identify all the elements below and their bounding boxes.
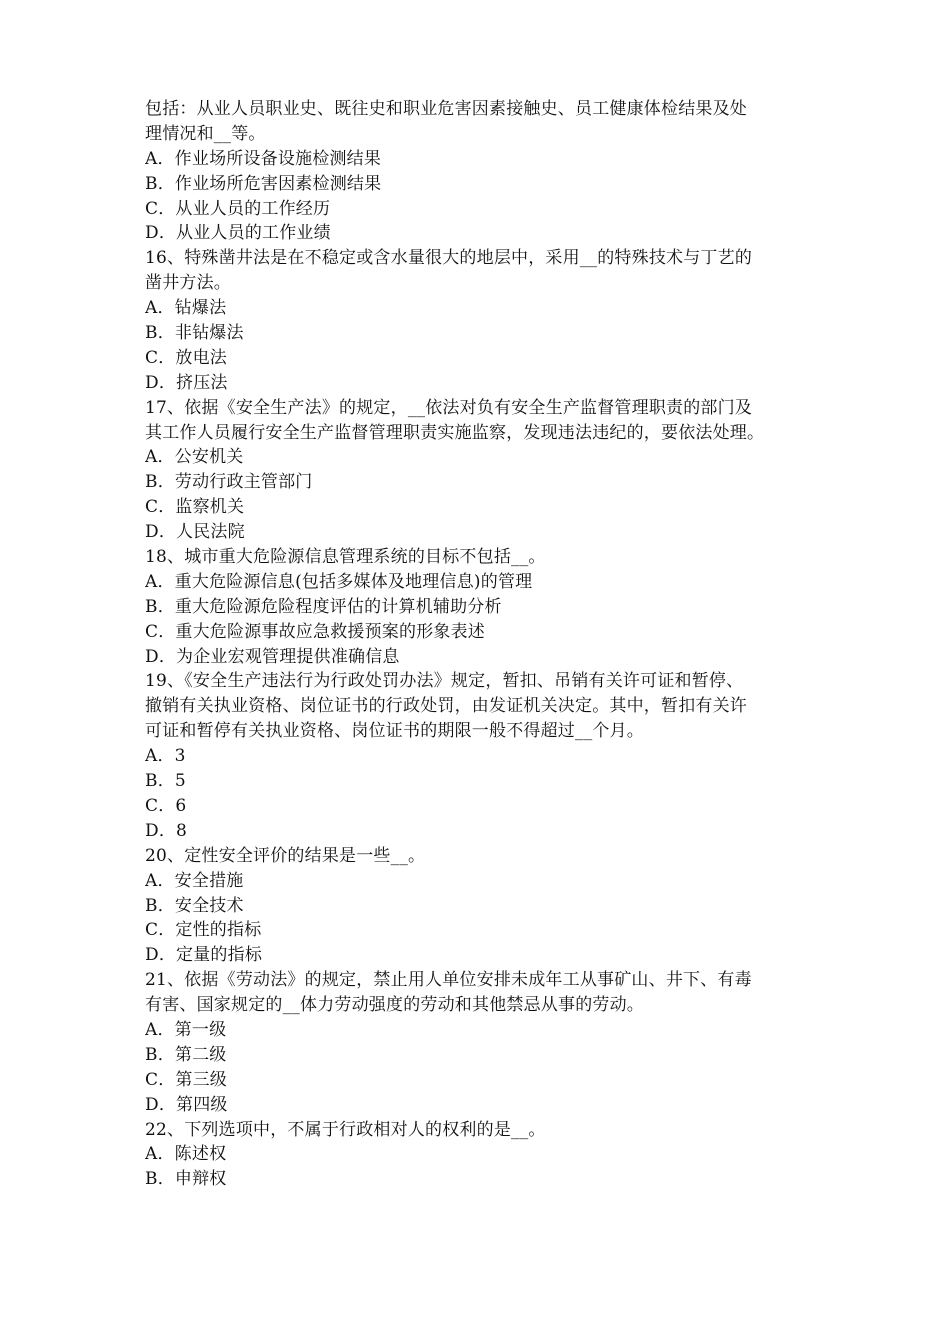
option-d: D．从业人员的工作业绩 xyxy=(145,223,331,244)
option-b: B．安全技术 xyxy=(145,895,244,916)
question-17: 17、依据《安全生产法》的规定，__依法对负有安全生产监督管理职责的部门及 xyxy=(145,397,753,418)
option-b: B．5 xyxy=(145,771,186,792)
option-c: C．从业人员的工作经历 xyxy=(145,198,331,219)
question-16: 16、特殊凿井法是在不稳定或含水量很大的地层中，采用__的特殊技术与丁艺的 xyxy=(145,248,753,269)
option-d: D．第四级 xyxy=(145,1094,228,1115)
option-a: A．公安机关 xyxy=(145,447,244,468)
question-21: 21、依据《劳动法》的规定，禁止用人单位安排未成年工从事矿山、井下、有毒 xyxy=(145,970,752,991)
option-a: A．钻爆法 xyxy=(145,298,227,319)
question-18: 18、城市重大危险源信息管理系统的目标不包括__。 xyxy=(145,547,546,568)
option-c: C．6 xyxy=(145,795,187,816)
option-a: A．3 xyxy=(145,746,186,767)
option-b: B．非钻爆法 xyxy=(145,323,244,344)
option-d: D．人民法院 xyxy=(145,522,245,543)
option-c: C．第三级 xyxy=(145,1069,228,1090)
text-line: 包括：从业人员职业史、既往史和职业危害因素接触史、员工健康体检结果及处 xyxy=(145,99,747,119)
option-c: C．放电法 xyxy=(145,347,228,368)
question-17-cont: 其工作人员履行安全生产监督管理职责实施监察，发现违法违纪的，要依法处理。 xyxy=(145,422,765,443)
option-c: C．重大危险源事故应急救援预案的形象表述 xyxy=(145,621,486,642)
question-20: 20、定性安全评价的结果是一些__。 xyxy=(145,845,426,866)
text-line: 理情况和__等。 xyxy=(145,123,266,144)
option-b: B．第二级 xyxy=(145,1044,227,1065)
option-b: B．申辩权 xyxy=(145,1169,227,1190)
option-a: A．安全措施 xyxy=(145,870,244,891)
question-19: 19、《安全生产违法行为行政处罚办法》规定，暂扣、吊销有关许可证和暂停、 xyxy=(145,671,744,692)
option-b: B．重大危险源危险程度评估的计算机辅助分析 xyxy=(145,596,502,617)
question-19-cont: 撤销有关执业资格、岗位证书的行政处罚，由发证机关决定。其中，暂扣有关许 xyxy=(145,696,747,717)
option-c: C．定性的指标 xyxy=(145,920,262,941)
question-19-cont: 可证和暂停有关执业资格、岗位证书的期限一般不得超过__个月。 xyxy=(145,721,644,742)
question-21-cont: 有害、国家规定的__体力劳动强度的劳动和其他禁忌从事的劳动。 xyxy=(145,995,644,1016)
option-d: D．定量的指标 xyxy=(145,945,263,966)
option-a: A．重大危险源信息(包括多媒体及地理信息)的管理 xyxy=(145,571,533,592)
option-a: A．第一级 xyxy=(145,1019,227,1040)
document-body xyxy=(145,97,820,1192)
option-d: D．挤压法 xyxy=(145,372,228,393)
question-22: 22、下列选项中，不属于行政相对人的权利的是__。 xyxy=(145,1119,546,1140)
question-16-cont: 凿井方法。 xyxy=(145,273,231,294)
option-b: B．劳动行政主管部门 xyxy=(145,472,313,493)
option-d: D．为企业宏观管理提供准确信息 xyxy=(145,646,400,667)
option-d: D．8 xyxy=(145,820,188,841)
option-a: A．陈述权 xyxy=(145,1144,227,1165)
option-a: A．作业场所设备设施检测结果 xyxy=(145,148,382,169)
option-b: B．作业场所危害因素检测结果 xyxy=(145,173,382,194)
option-c: C．监察机关 xyxy=(145,497,245,518)
